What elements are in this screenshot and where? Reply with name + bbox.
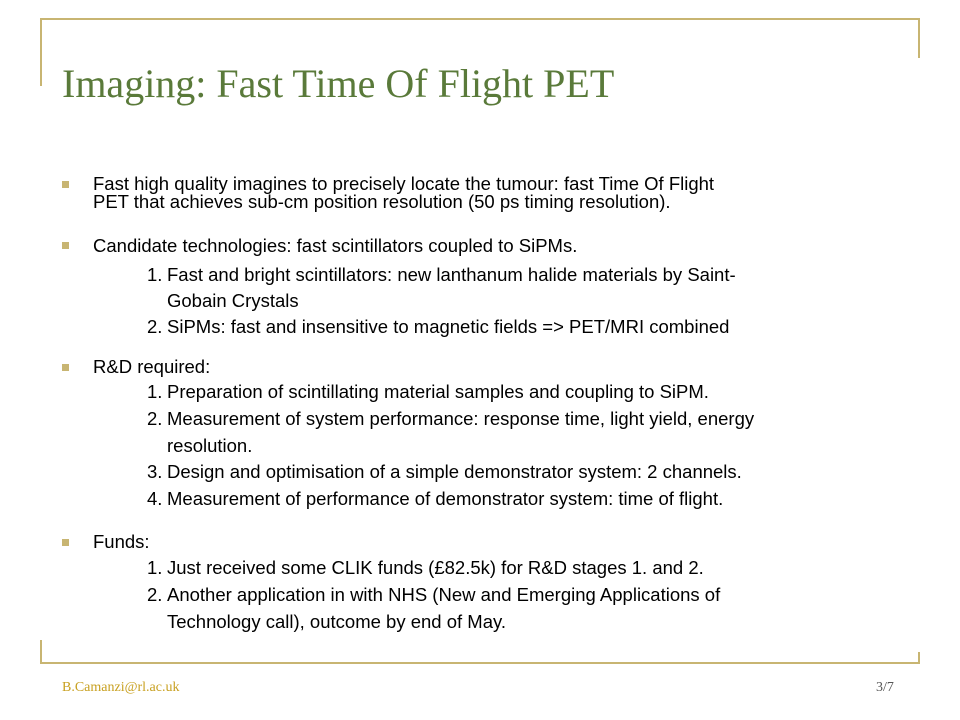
item-number: 2. <box>147 584 163 605</box>
bullet-marker <box>62 181 69 188</box>
page-number: 3/7 <box>876 680 894 695</box>
item-text: Measurement of system performance: response time, light yield, energy <box>167 408 755 429</box>
bullet-4-label: Funds: <box>93 531 150 552</box>
bullet-marker <box>62 364 69 371</box>
bullet-marker <box>62 539 69 546</box>
item-text: Another application in with NHS (New and Emerging Applications of <box>167 584 721 605</box>
bullet-4-item-2 <box>147 584 720 606</box>
item-number: 1. <box>147 557 163 578</box>
item-number: 4. <box>147 488 163 509</box>
bullet-4-item-2-continuation: Technology call), outcome by end of May. <box>167 611 506 632</box>
bullet-2-item-2 <box>147 316 729 338</box>
bullet-1-line-2: PET that achieves sub-cm position resolution (50 ps timing resolution). <box>93 191 671 212</box>
footer-email: B.Camanzi@rl.ac.uk <box>62 680 180 695</box>
item-number: 2. <box>147 316 163 337</box>
bottom-left-frame-tick <box>40 640 42 664</box>
bullet-1-text <box>93 175 893 211</box>
item-text: SiPMs: fast and insensitive to magnetic fields => PET/MRI combined <box>167 316 730 337</box>
top-frame-line <box>40 18 920 20</box>
right-frame-line <box>918 18 920 58</box>
bullet-2-label: Candidate technologies: fast scintillators coupled to SiPMs. <box>93 235 578 256</box>
slide-title: Imaging: Fast Time Of Flight PET <box>62 61 615 106</box>
bullet-2-item-1-continuation: Gobain Crystals <box>167 290 299 311</box>
bullet-4-item-1 <box>147 557 704 579</box>
bullet-3-item-3 <box>147 461 742 483</box>
bottom-frame-line <box>40 662 920 664</box>
item-text: Measurement of performance of demonstrator system: time of flight. <box>167 488 724 509</box>
item-number: 1. <box>147 264 163 285</box>
bullet-3-item-2 <box>147 408 754 430</box>
item-number: 1. <box>147 381 163 402</box>
item-text: Fast and bright scintillators: new lanthanum halide materials by Saint- <box>167 264 736 285</box>
bullet-3-item-2-continuation: resolution. <box>167 435 253 456</box>
bullet-1-line-1: Fast high quality imagines to precisely locate the tumour: fast Time Of Flight <box>93 173 715 194</box>
bullet-3-label: R&D required: <box>93 356 211 377</box>
left-frame-line <box>40 18 42 86</box>
bullet-3-item-1 <box>147 381 709 403</box>
bullet-3-item-4 <box>147 488 723 510</box>
bullet-2-item-1 <box>147 264 736 286</box>
bottom-right-frame-tick <box>918 652 920 664</box>
item-text: Design and optimisation of a simple demonstrator system: 2 channels. <box>167 461 742 482</box>
item-number: 2. <box>147 408 163 429</box>
bullet-marker <box>62 242 69 249</box>
item-number: 3. <box>147 461 163 482</box>
item-text: Just received some CLIK funds (£82.5k) for R&D stages 1. and 2. <box>167 557 704 578</box>
item-text: Preparation of scintillating material samples and coupling to SiPM. <box>167 381 709 402</box>
